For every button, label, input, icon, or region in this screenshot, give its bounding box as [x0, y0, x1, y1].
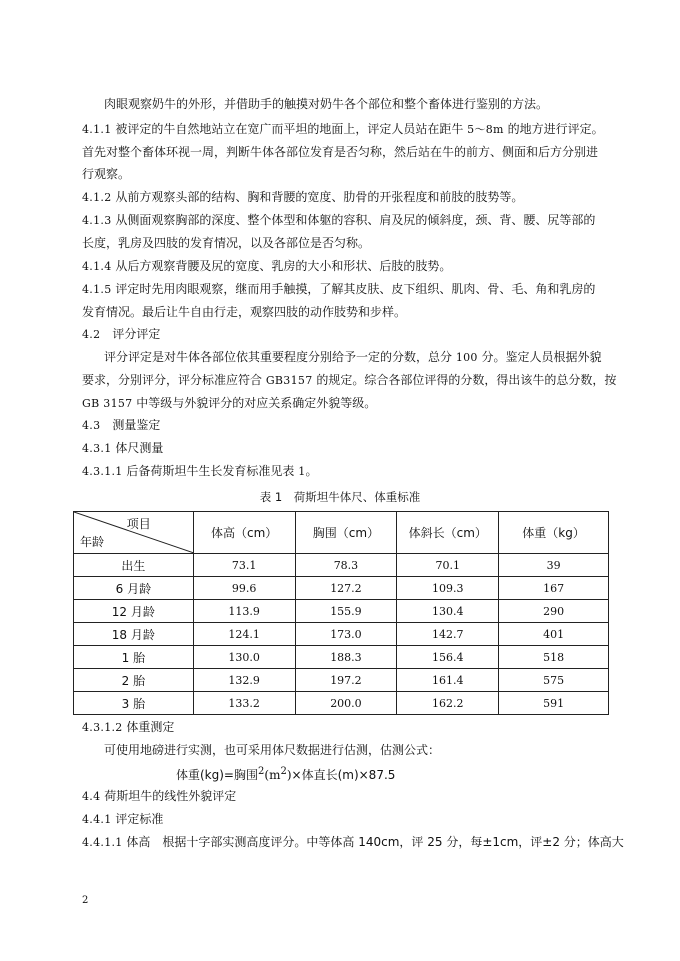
table-row — [74, 577, 609, 600]
section-text: 从前方观察头部的结构、胸和背腰的宽度、肋骨的开张程度和前肢的肢势等。 — [111, 190, 524, 204]
table-row — [74, 646, 609, 669]
section-4-3-1-2-text — [104, 742, 624, 758]
corner-label-item: 项目 — [126, 517, 151, 531]
value-cell: 161.4 — [397, 669, 499, 692]
section-number: 4.4 — [82, 790, 101, 803]
table-ref: 1 — [298, 465, 306, 478]
intro-text: 肉眼观察奶牛的外形，并借助手的触摸对奶牛各个部位和整个畜体进行鉴别的方法。 — [104, 97, 549, 111]
section-number: 4.1.2 — [82, 191, 112, 204]
age-cell: 18 月龄 — [74, 623, 194, 646]
section-4-1-1-cont — [82, 144, 602, 160]
section-text: 后备荷斯坦牛生长发育标准见表 — [122, 464, 299, 478]
section-text: 从后方观察背腰及尻的宽度、乳房的大小和形状、后肢的肢势。 — [111, 259, 452, 273]
section-number: 4.4.1 — [82, 813, 112, 826]
age-cell: 出生 — [74, 554, 194, 577]
corner-header-cell — [74, 512, 194, 554]
value-cell: 188.3 — [295, 646, 397, 669]
value-cell: 39 — [499, 554, 609, 577]
section-number: 4.3.1.1 — [82, 465, 123, 478]
section-4-3-1-2-heading — [82, 719, 602, 736]
section-4-3-heading — [82, 417, 602, 434]
header-body-length: 体斜长（cm） — [397, 512, 499, 554]
value-cell: 113.9 — [193, 600, 295, 623]
age-cell: 3 胎 — [74, 692, 194, 715]
table-row — [74, 600, 609, 623]
section-4-1-4 — [82, 258, 602, 275]
section-number: 4.1.1 — [82, 123, 112, 136]
section-text: 发育情况。最后让牛自由行走，观察四肢的动作肢势和步样。 — [82, 305, 407, 319]
value-cell: 173.0 — [295, 623, 397, 646]
page-number: 2 — [82, 895, 89, 906]
paragraph-intro — [104, 96, 624, 112]
formula-unit-close: ) — [286, 768, 292, 782]
table-caption: 表 1 荷斯坦牛体尺、体重标准 — [259, 490, 421, 504]
value-cell: 130.0 — [193, 646, 295, 669]
section-text: 从侧面观察胸部的深度、整个体型和体躯的容积、肩及尻的倾斜度，颈、背、腰、尻等部的 — [111, 213, 596, 227]
table-header-row — [74, 512, 609, 554]
table-row — [74, 623, 609, 646]
growth-standard-table — [73, 511, 609, 715]
section-number: 4.4.1.1 — [82, 836, 123, 849]
header-weight: 体重（kg） — [499, 512, 609, 554]
section-text: 评定时先用肉眼观察，继而用手触摸，了解其皮肤、皮下组织、肌肉、骨、毛、角和乳房的 — [111, 282, 596, 296]
age-cell: 1 胎 — [74, 646, 194, 669]
section-4-1-5 — [82, 281, 602, 298]
section-text: 体高 根据十字部实测高度评分。中等体高 140cm，评 25 分，每±1cm，评±2 分；体高大 — [122, 835, 624, 849]
section-text: 行观察。 — [82, 167, 131, 181]
section-number: 4.1.4 — [82, 260, 112, 273]
value-cell: 156.4 — [397, 646, 499, 669]
section-number: 4.3.1.2 — [82, 721, 123, 734]
section-4-2-para — [104, 349, 624, 366]
value-cell: 124.1 — [193, 623, 295, 646]
value-cell: 518 — [499, 646, 609, 669]
section-4-2-heading — [82, 326, 602, 343]
section-4-1-3 — [82, 212, 602, 229]
formula-unit-superscript: 2 — [280, 766, 287, 777]
header-chest: 胸围（cm） — [295, 512, 397, 554]
corner-label-age: 年龄 — [80, 535, 105, 549]
value-cell: 401 — [499, 623, 609, 646]
formula-superscript: 2 — [258, 766, 265, 777]
section-4-3-1-heading — [82, 440, 602, 457]
value-cell: 290 — [499, 600, 609, 623]
section-4-1-1-cont2 — [82, 166, 602, 182]
value-cell: 197.2 — [295, 669, 397, 692]
section-text: 评分评定是对牛体各部位依其重要程度分别给予一定的分数，总分 — [104, 350, 456, 364]
total-score: 100 — [455, 351, 478, 364]
header-height: 体高（cm） — [193, 512, 295, 554]
section-4-1-1 — [82, 121, 602, 138]
section-4-4-1-1 — [82, 834, 624, 851]
formula-rest: ×体直长(m)×87.5 — [291, 768, 396, 782]
weight-formula — [176, 766, 395, 783]
section-4-2-para-cont — [82, 372, 617, 389]
section-text: 长度，乳房及四肢的发育情况，以及各部位是否匀称。 — [82, 236, 371, 250]
section-number: 4.1.5 — [82, 283, 112, 296]
section-text: 要求，分别评分，评分标准应符合 — [82, 373, 266, 387]
standard-ref: GB3157 — [265, 374, 313, 387]
section-4-1-3-cont — [82, 235, 602, 251]
value-cell: 162.2 — [397, 692, 499, 715]
section-number: 4.1.3 — [82, 214, 112, 227]
value-cell: 70.1 — [397, 554, 499, 577]
age-cell: 12 月龄 — [74, 600, 194, 623]
section-text: 首先对整个畜体环视一周，判断牛体各部位发育是否匀称，然后站在牛的前方、侧面和后方分别进 — [82, 145, 599, 159]
value-cell: 142.7 — [397, 623, 499, 646]
section-4-3-1-1 — [82, 463, 602, 480]
age-cell: 6 月龄 — [74, 577, 194, 600]
section-text: 可使用地磅进行实测，也可采用体尺数据进行估测，估测公式： — [104, 743, 441, 757]
distance-value: 5～8m — [467, 123, 504, 136]
value-cell: 73.1 — [193, 554, 295, 577]
section-text: 分。鉴定人员根据外貌 — [477, 350, 602, 364]
value-cell: 78.3 — [295, 554, 397, 577]
section-number: 4.3 — [82, 419, 101, 432]
section-4-4-1-heading — [82, 811, 602, 828]
value-cell: 133.2 — [193, 692, 295, 715]
section-title: 测量鉴定 — [100, 418, 161, 432]
value-cell: 591 — [499, 692, 609, 715]
value-cell: 155.9 — [295, 600, 397, 623]
table-row — [74, 692, 609, 715]
section-title: 体尺测量 — [111, 441, 164, 455]
section-text: 的地方进行评定。 — [503, 122, 604, 136]
value-cell: 132.9 — [193, 669, 295, 692]
section-title: 荷斯坦牛的线性外貌评定 — [100, 789, 237, 803]
value-cell: 99.6 — [193, 577, 295, 600]
value-cell: 127.2 — [295, 577, 397, 600]
section-title: 体重测定 — [122, 720, 175, 734]
value-cell: 109.3 — [397, 577, 499, 600]
standard-ref: GB 3157 — [82, 397, 133, 410]
section-number: 4.2 — [82, 328, 101, 341]
section-4-2-para-cont2 — [82, 395, 602, 412]
section-title: 评分评定 — [100, 327, 161, 341]
section-number: 4.3.1 — [82, 442, 112, 455]
value-cell: 200.0 — [295, 692, 397, 715]
section-text: 的规定。综合各部位评得的分数，得出该牛的总分数，按 — [312, 373, 617, 387]
section-4-4-heading — [82, 788, 602, 805]
section-4-1-5-cont — [82, 304, 602, 320]
section-text: 。 — [305, 464, 318, 478]
section-title: 评定标准 — [111, 812, 164, 826]
formula-term: 胸围 — [234, 768, 259, 782]
formula-lhs: 体重(kg)= — [176, 768, 234, 782]
value-cell: 575 — [499, 669, 609, 692]
table-row — [74, 554, 609, 577]
value-cell: 130.4 — [397, 600, 499, 623]
section-text: 中等级与外貌评分的对应关系确定外貌等级。 — [132, 396, 377, 410]
section-text: 被评定的牛自然地站立在宽广而平坦的地面上，评定人员站在距牛 — [111, 122, 468, 136]
formula-unit: (m — [264, 768, 281, 782]
table-row — [74, 669, 609, 692]
value-cell: 167 — [499, 577, 609, 600]
age-cell: 2 胎 — [74, 669, 194, 692]
section-4-1-2 — [82, 189, 602, 206]
